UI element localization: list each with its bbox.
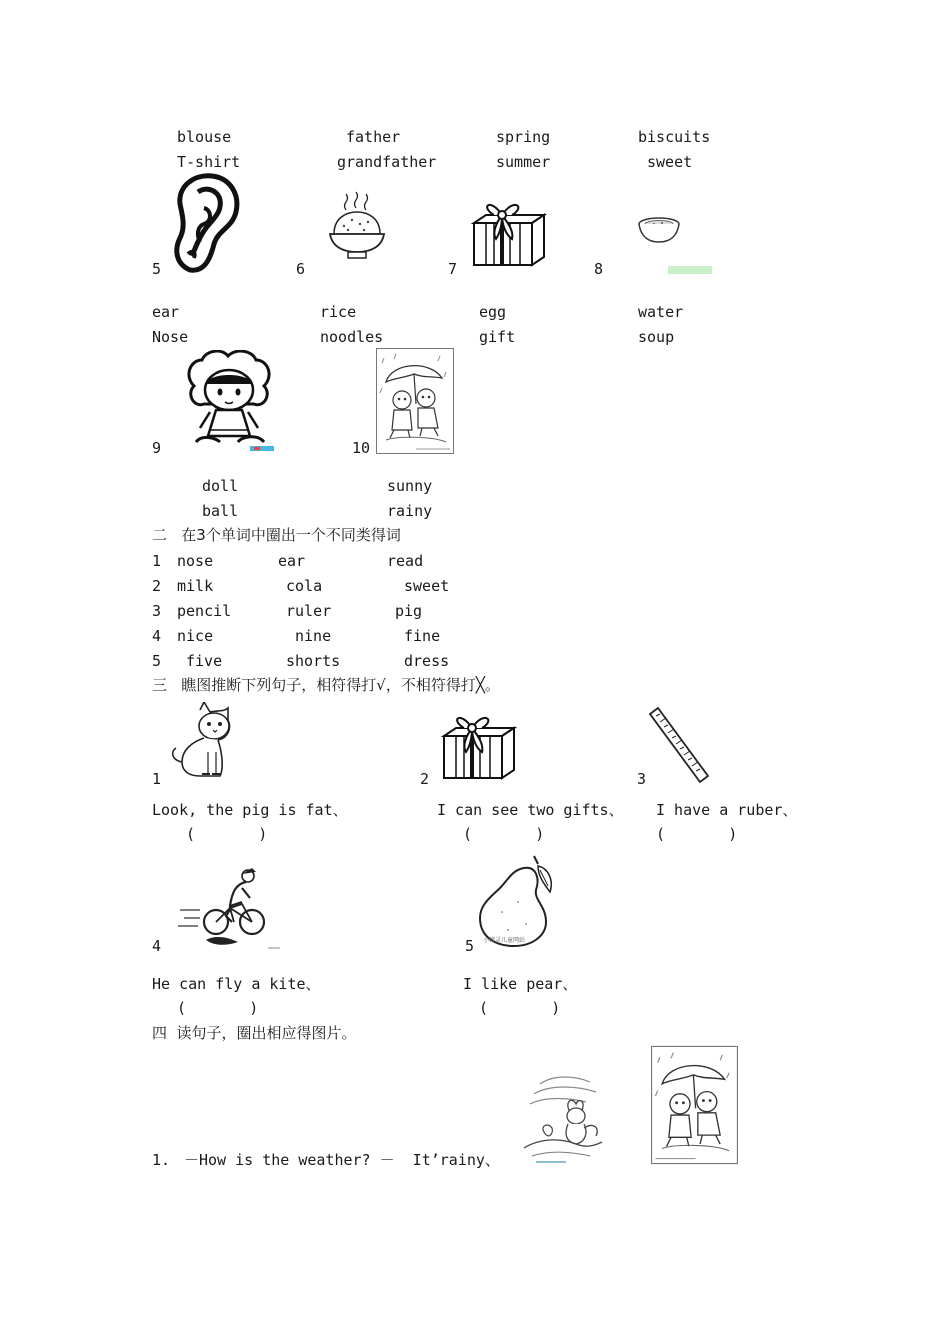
option-word: biscuits — [638, 128, 711, 146]
ruler-icon — [648, 706, 710, 784]
answer-blank[interactable]: ( ) — [177, 999, 259, 1017]
option-word: summer — [496, 153, 551, 171]
word-choice[interactable]: nose — [177, 552, 214, 570]
option-word: blouse — [177, 128, 232, 146]
word-choice[interactable]: nice — [177, 627, 214, 645]
section-heading: 三 瞧图推断下列句子，相符得打√，不相符得打╳。 — [152, 676, 500, 694]
word-choice[interactable]: dress — [404, 652, 450, 670]
sentence: －How is the weather? － It’rainy、 — [184, 1151, 500, 1169]
item-number: 8 — [594, 260, 604, 278]
pear-icon — [474, 852, 560, 950]
windy-weather-icon[interactable] — [520, 1072, 606, 1166]
option-word: ball — [202, 502, 239, 520]
option-word: egg — [479, 303, 507, 321]
cat-icon — [168, 702, 234, 778]
word-choice[interactable]: ruler — [286, 602, 332, 620]
option-word: grandfather — [337, 153, 437, 171]
cyclist-icon — [176, 868, 282, 950]
item-number: 2 — [420, 770, 430, 788]
item-number: 10 — [352, 439, 371, 457]
item-number: 7 — [448, 260, 458, 278]
item-number: 3 — [152, 602, 162, 620]
rainy-umbrella-icon[interactable] — [651, 1045, 738, 1165]
answer-blank[interactable]: ( ) — [479, 999, 561, 1017]
section-heading: 二 在3个单词中圈出一个不同类得词 — [152, 526, 401, 544]
word-choice[interactable]: five — [186, 652, 223, 670]
option-word: father — [346, 128, 401, 146]
item-number: 1. — [152, 1151, 171, 1169]
item-number: 9 — [152, 439, 162, 457]
word-choice[interactable]: milk — [177, 577, 214, 595]
gift-box-icon — [470, 193, 548, 269]
word-choice[interactable]: shorts — [286, 652, 341, 670]
item-number: 4 — [152, 627, 162, 645]
pear-caption: 小精灵儿童网站 — [483, 937, 526, 944]
option-word: gift — [479, 328, 516, 346]
ear-icon — [166, 172, 242, 278]
option-word: sweet — [647, 153, 693, 171]
option-word: rice — [320, 303, 357, 321]
sentence: Look, the pig is fat、 — [152, 801, 348, 819]
section-heading: 四 读句子，圈出相应得图片。 — [152, 1024, 357, 1042]
item-number: 1 — [152, 770, 162, 788]
gift-box-icon — [440, 706, 518, 782]
option-word: T-shirt — [177, 153, 241, 171]
option-word: rainy — [387, 502, 433, 520]
item-number: 6 — [296, 260, 306, 278]
sentence: I like pear、 — [463, 975, 578, 993]
word-choice[interactable]: pig — [395, 602, 423, 620]
item-number: 4 — [152, 937, 162, 955]
sentence: I have a ruber、 — [656, 801, 798, 819]
option-word: Nose — [152, 328, 189, 346]
doll-icon — [180, 350, 278, 454]
option-word: spring — [496, 128, 551, 146]
word-choice[interactable]: ear — [278, 552, 306, 570]
option-word: ear — [152, 303, 180, 321]
item-number: 2 — [152, 577, 162, 595]
item-number: 5 — [152, 260, 162, 278]
sentence: I can see two gifts、 — [437, 801, 624, 819]
option-word: noodles — [320, 328, 384, 346]
word-choice[interactable]: read — [387, 552, 424, 570]
item-number: 1 — [152, 552, 162, 570]
answer-blank[interactable]: ( ) — [656, 825, 738, 843]
item-number: 5 — [465, 937, 475, 955]
word-choice[interactable]: nine — [295, 627, 332, 645]
option-word: soup — [638, 328, 675, 346]
option-word: sunny — [387, 477, 433, 495]
soup-bowl-icon — [636, 212, 718, 278]
word-choice[interactable]: sweet — [404, 577, 450, 595]
answer-blank[interactable]: ( ) — [463, 825, 545, 843]
option-word: doll — [202, 477, 239, 495]
item-number: 5 — [152, 652, 162, 670]
rice-bowl-icon — [328, 190, 386, 262]
option-word: water — [638, 303, 684, 321]
sentence: He can fly a kite、 — [152, 975, 321, 993]
item-number: 3 — [637, 770, 647, 788]
answer-blank[interactable]: ( ) — [186, 825, 268, 843]
rainy-umbrella-icon — [376, 348, 454, 454]
word-choice[interactable]: cola — [286, 577, 323, 595]
word-choice[interactable]: fine — [404, 627, 441, 645]
word-choice[interactable]: pencil — [177, 602, 232, 620]
